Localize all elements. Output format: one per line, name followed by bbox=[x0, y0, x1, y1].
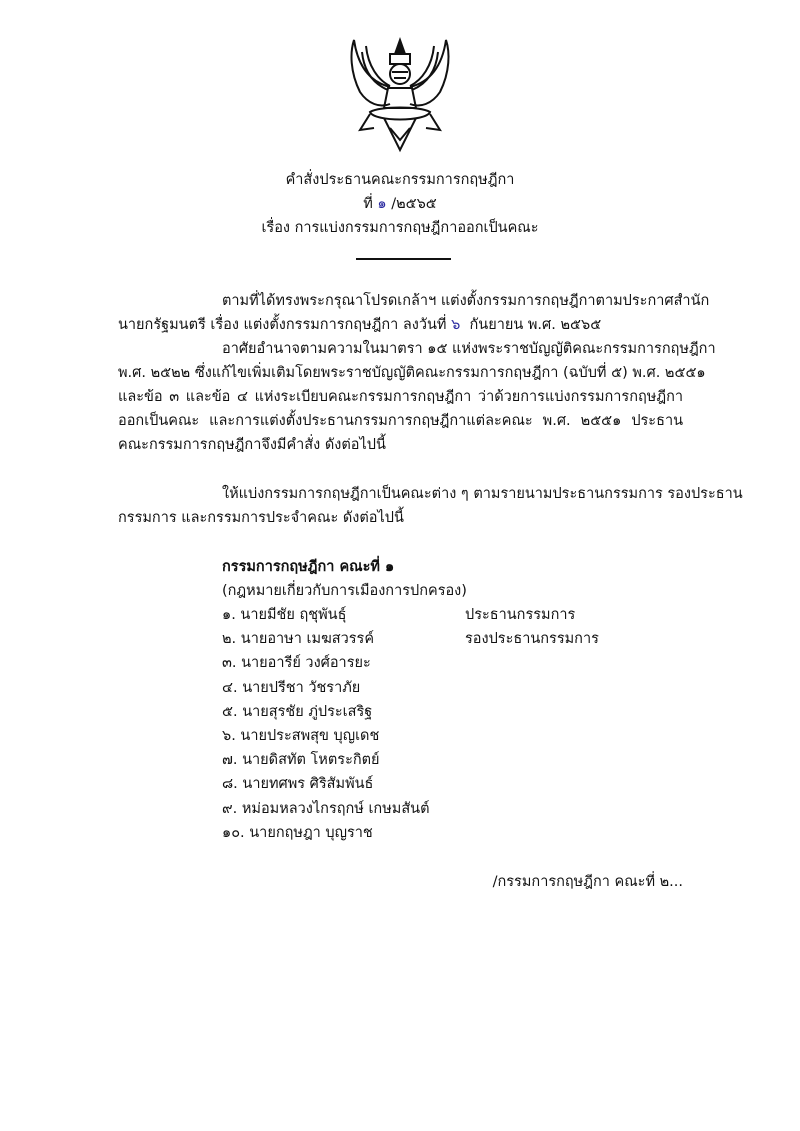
continuation-note: /กรรมการกฤษฎีกา คณะที่ ๒... bbox=[492, 874, 683, 890]
member-role: รองประธานกรรมการ bbox=[465, 631, 599, 648]
order-subject: เรื่อง การแบ่งกรรมการกฤษฎีกาออกเป็นคณะ bbox=[261, 220, 539, 236]
divider bbox=[356, 258, 451, 260]
member-name: ๑๐. นายกฤษฎา บุญราช bbox=[222, 824, 373, 841]
paragraph3-line: กรรมการ และกรรมการประจำคณะ ดังต่อไปนี้ bbox=[118, 510, 404, 526]
paragraph1-line2-date: กันยายน พ.ศ. ๒๕๖๕ bbox=[469, 317, 602, 333]
paragraph2-line: และข้อ ๓ และข้อ ๔ แห่งระเบียบคณะกรรมการกฤษฎีกา ว่าด้วยการแบ่งกรรมการกฤษฎีกา bbox=[118, 389, 683, 405]
number-prefix: ที่ bbox=[363, 196, 373, 212]
member-name: ๓. นายอารีย์ วงศ์อารยะ bbox=[222, 655, 371, 672]
member-name: ๖. นายประสพสุข บุญเดช bbox=[222, 728, 380, 744]
member-name: ๕. นายสุรชัย ภู่ประเสริฐ bbox=[222, 703, 373, 720]
paragraph1-line1: ตามที่ได้ทรงพระกรุณาโปรดเกล้าฯ แต่งตั้งกรรมการกฤษฎีกาตามประกาศสำนัก bbox=[222, 293, 710, 309]
garuda-emblem-icon bbox=[340, 32, 460, 157]
number-value: ๑ bbox=[377, 196, 387, 212]
order-number bbox=[0, 192, 800, 216]
handwritten-day: ๖ bbox=[451, 317, 461, 333]
member-name: ๔. นายปรีชา วัชราภัย bbox=[222, 679, 361, 696]
member-name: ๒. นายอาษา เมฆสวรรค์ bbox=[222, 631, 375, 648]
number-year: /๒๕๖๕ bbox=[391, 196, 437, 212]
committee-area: (กฎหมายเกี่ยวกับการเมืองการปกครอง) bbox=[222, 583, 467, 599]
member-name: ๘. นายทศพร ศิริสัมพันธ์ bbox=[222, 776, 374, 793]
paragraph3-line: ให้แบ่งกรรมการกฤษฎีกาเป็นคณะต่าง ๆ ตามรายนามประธานกรรมการ รองประธาน bbox=[222, 486, 743, 502]
paragraph1-line2 bbox=[118, 313, 683, 337]
order-title: คำสั่งประธานคณะกรรมการกฤษฎีกา bbox=[285, 172, 515, 188]
committee-heading: กรรมการกฤษฎีกา คณะที่ ๑ bbox=[222, 559, 395, 575]
paragraph2-line: พ.ศ. ๒๕๒๒ ซึ่งแก้ไขเพิ่มเติมโดยพระราชบัญญัติคณะกรรมการกฤษฎีกา (ฉบับที่ ๕) พ.ศ. ๒๕๕๑ bbox=[118, 365, 706, 381]
member-name: ๗. นายดิสทัต โหตระกิตย์ bbox=[222, 752, 380, 769]
paragraph2-line: ออกเป็นคณะ และการแต่งตั้งประธานกรรมการกฤษฎีกาแต่ละคณะ พ.ศ. ๒๕๕๑ ประธาน bbox=[118, 413, 683, 429]
paragraph1-line2-text: นายกรัฐมนตรี เรื่อง แต่งตั้งกรรมการกฤษฎีกา ลงวันที่ bbox=[118, 317, 447, 333]
member-name: ๙. หม่อมหลวงไกรฤกษ์ เกษมสันต์ bbox=[222, 800, 430, 817]
paragraph2-line: อาศัยอำนาจตามความในมาตรา ๑๕ แห่งพระราชบัญญัติคณะกรรมการกฤษฎีกา bbox=[222, 341, 716, 357]
paragraph2-line: คณะกรรมการกฤษฎีกาจึงมีคำสั่ง ดังต่อไปนี้ bbox=[118, 437, 386, 453]
member-role: ประธานกรรมการ bbox=[465, 607, 576, 623]
member-name: ๑. นายมีชัย ฤชุพันธุ์ bbox=[222, 607, 347, 623]
